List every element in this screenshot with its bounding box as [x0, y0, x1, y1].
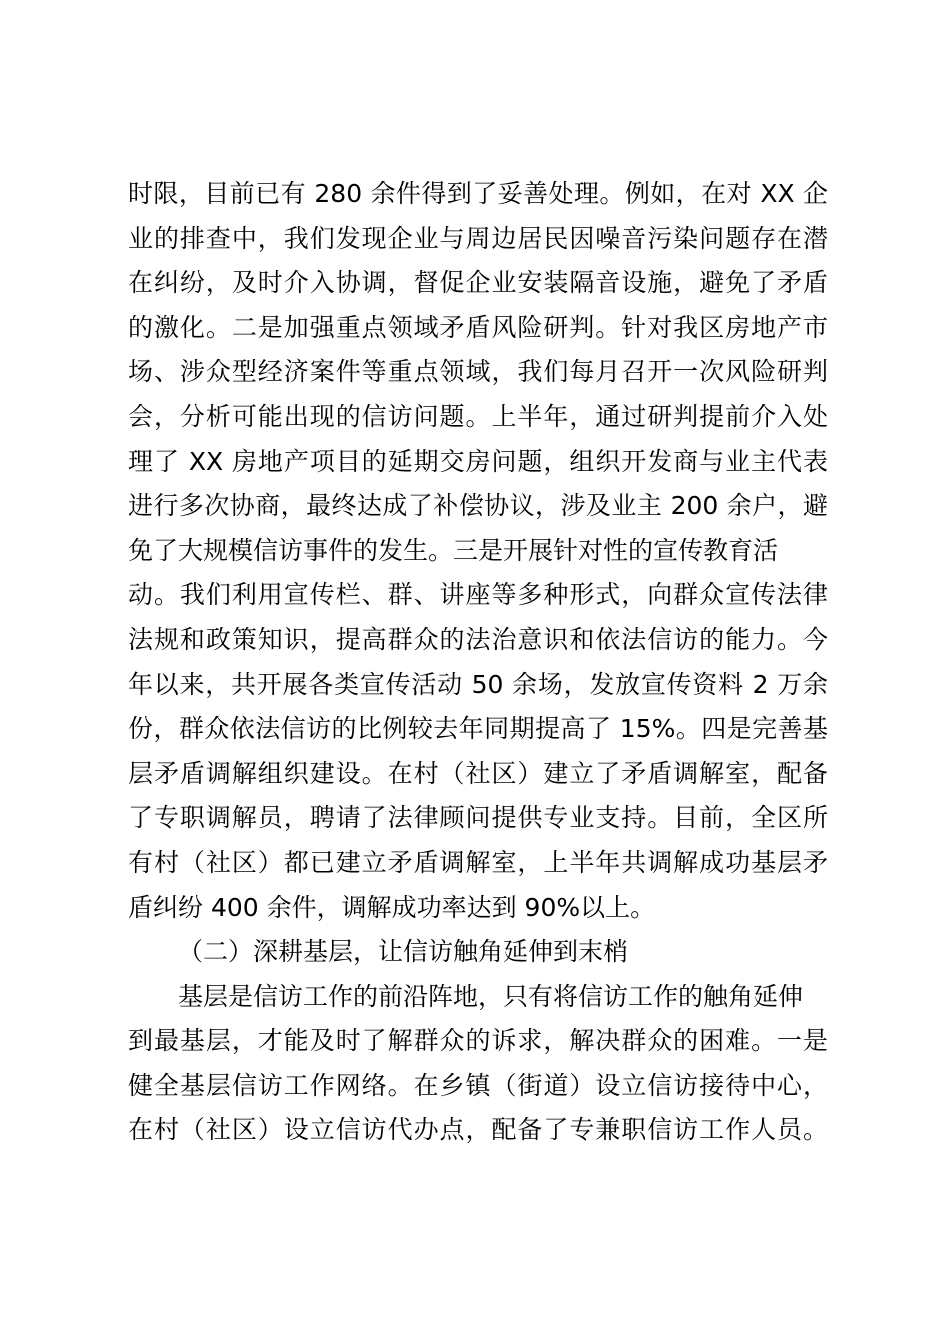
text-line: 年以来，共开展各类宣传活动 50 余场，发放宣传资料 2 万余 [128, 669, 828, 699]
text-line: 免了大规模信访事件的发生。三是开展针对性的宣传教育活 [128, 535, 779, 565]
text-line: 时限，目前已有 280 余件得到了妥善处理。例如，在对 XX 企 [128, 179, 828, 208]
text-line: 会，分析可能出现的信访问题。上半年，通过研判提前介入处 [128, 401, 828, 431]
section-heading: （二）深耕基层，让信访触角延伸到末梢 [178, 937, 629, 967]
text-line: 层矛盾调解组织建设。在村（社区）建立了矛盾调解室，配备 [128, 758, 828, 788]
text-line: 了专职调解员，聘请了法律顾问提供专业支持。目前，全区所 [128, 803, 828, 833]
text-line: 动。我们利用宣传栏、群、讲座等多种形式，向群众宣传法律 [128, 580, 828, 610]
text-line: 进行多次协商，最终达成了补偿协议，涉及业主 200 余户，避 [128, 491, 828, 521]
text-line: 法规和政策知识，提高群众的法治意识和依法信访的能力。今 [128, 624, 828, 654]
body-text [128, 172, 828, 1153]
text-line: 健全基层信访工作网络。在乡镇（街道）设立信访接待中心， [128, 1070, 828, 1100]
text-line: 业的排查中，我们发现企业与周边居民因噪音污染问题存在潜 [128, 223, 828, 253]
text-line: 到最基层，才能及时了解群众的诉求，解决群众的困难。一是 [128, 1026, 828, 1056]
text-line: 在村（社区）设立信访代办点，配备了专兼职信访工作人员。 [128, 1115, 828, 1145]
text-line: 盾纠纷 400 余件，调解成功率达到 90%以上。 [128, 892, 656, 922]
text-line: 份，群众依法信访的比例较去年同期提高了 15%。四是完善基 [128, 714, 828, 744]
text-line: 在纠纷，及时介入协调，督促企业安装隔音设施，避免了矛盾 [128, 268, 828, 298]
text-line: 有村（社区）都已建立矛盾调解室，上半年共调解成功基层矛 [128, 847, 828, 877]
text-line: 的激化。二是加强重点领域矛盾风险研判。针对我区房地产市 [128, 312, 828, 342]
text-line: 场、涉众型经济案件等重点领域，我们每月召开一次风险研判 [128, 357, 828, 387]
text-line: 基层是信访工作的前沿阵地，只有将信访工作的触角延伸 [178, 981, 804, 1011]
text-line: 理了 XX 房地产项目的延期交房问题，组织开发商与业主代表 [128, 446, 828, 476]
